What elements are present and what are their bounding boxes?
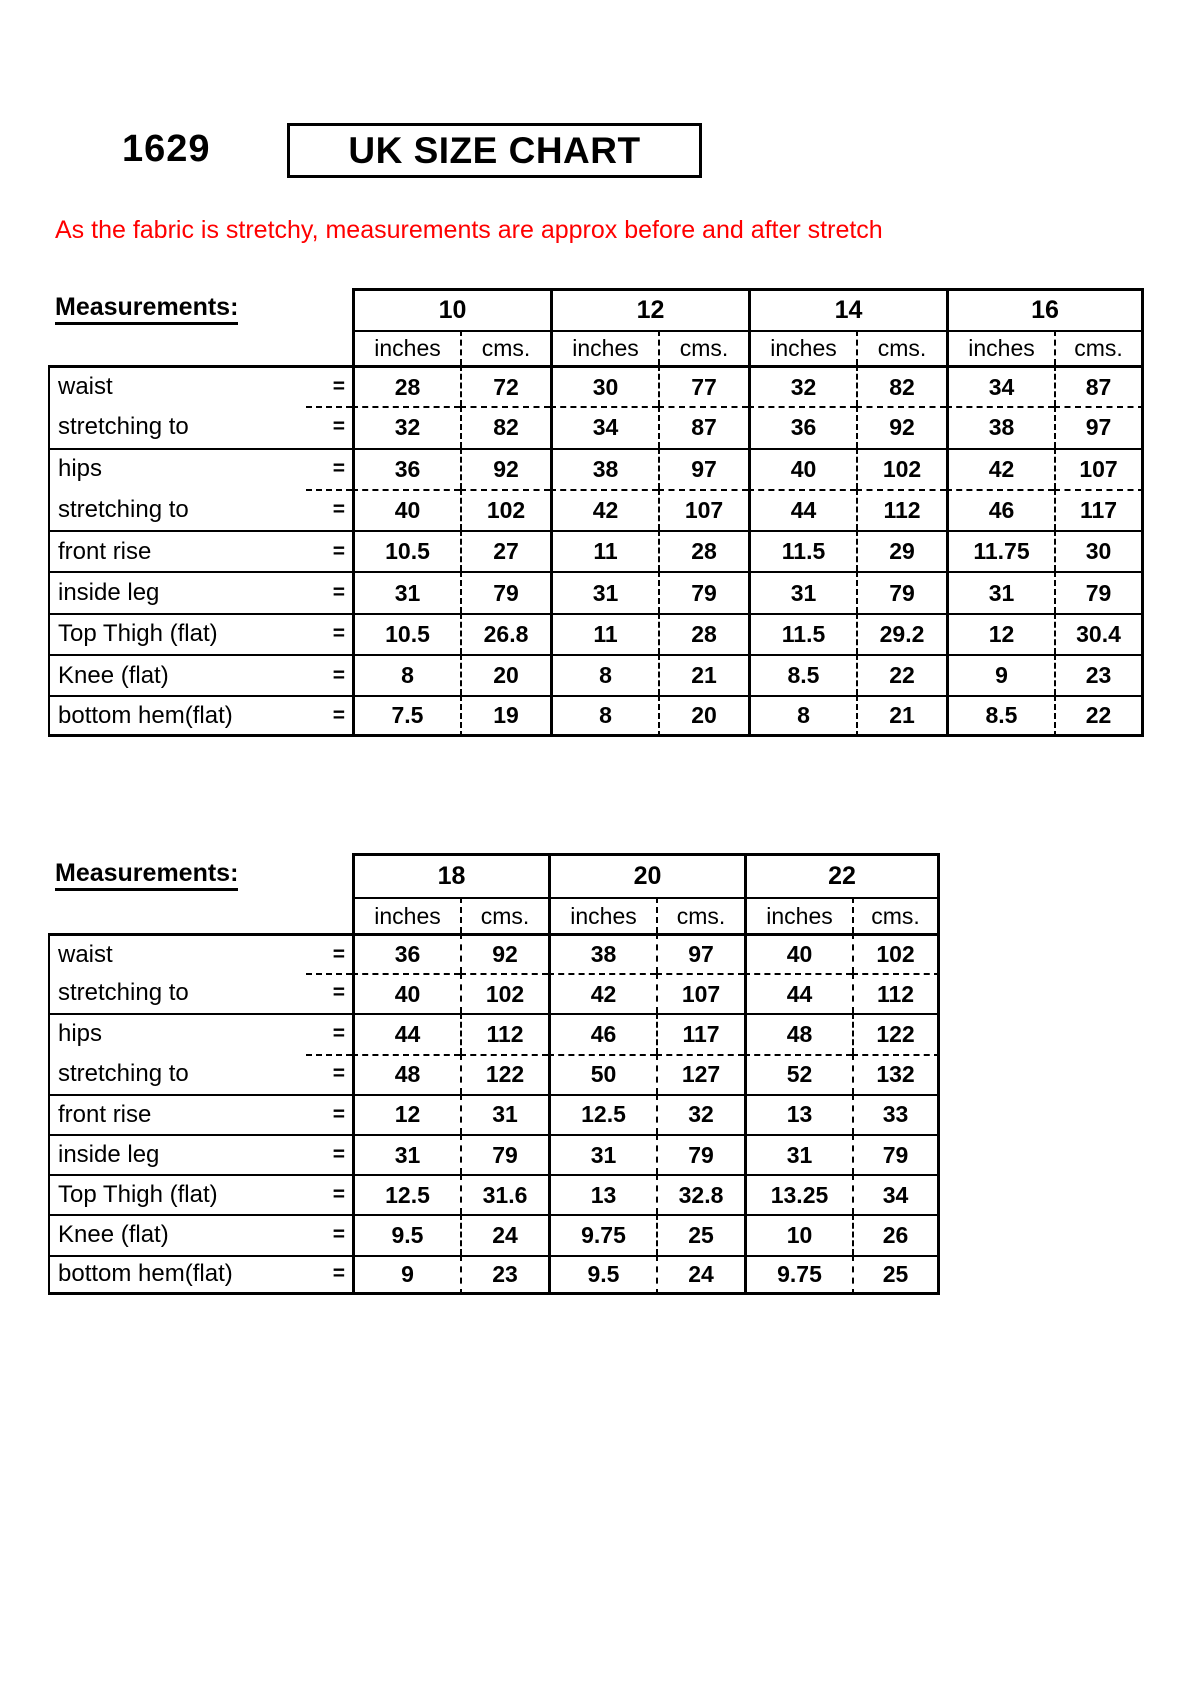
value-cms: 21	[658, 654, 748, 695]
value-inches: 11.5	[748, 613, 856, 654]
value-cms: 31	[460, 1094, 548, 1134]
value-cms: 82	[460, 406, 550, 447]
value-inches: 13.25	[744, 1174, 852, 1214]
size-header-20: 20	[548, 853, 744, 897]
value-cms: 32.8	[656, 1174, 744, 1214]
value-inches: 52	[744, 1054, 852, 1094]
row-label: hips	[58, 1020, 103, 1048]
value-inches: 13	[744, 1094, 852, 1134]
value-cms: 87	[658, 406, 748, 447]
value-cms: 23	[460, 1255, 548, 1295]
value-inches: 44	[352, 1013, 460, 1053]
row-label: stretching to	[58, 412, 189, 440]
value-inches: 10.5	[352, 613, 460, 654]
value-inches: 31	[352, 1134, 460, 1174]
equals-sign: =	[332, 1102, 345, 1126]
measurements-label: Measurements:	[55, 859, 238, 892]
value-inches: 36	[352, 933, 460, 973]
equals-sign: =	[332, 622, 345, 646]
row-label: Knee (flat)	[58, 661, 169, 689]
value-cms: 30.4	[1054, 613, 1144, 654]
value-inches: 42	[550, 489, 658, 530]
value-cms: 112	[852, 973, 940, 1013]
equals-sign: =	[332, 539, 345, 563]
unit-header-inches: inches	[548, 897, 656, 933]
value-inches: 12	[352, 1094, 460, 1134]
row-label-cell	[48, 1054, 352, 1094]
style-number: 1629	[122, 128, 211, 170]
blank-cell	[48, 330, 352, 365]
equals-sign: =	[332, 942, 345, 966]
value-cms: 92	[460, 933, 548, 973]
value-inches: 10.5	[352, 530, 460, 571]
row-label-cell	[48, 365, 352, 406]
row-label-cell	[48, 973, 352, 1013]
value-inches: 46	[946, 489, 1054, 530]
value-cms: 32	[656, 1094, 744, 1134]
value-cms: 24	[460, 1214, 548, 1254]
row-label-cell	[48, 695, 352, 736]
page-title: UK SIZE CHART	[348, 129, 641, 171]
value-inches: 31	[352, 571, 460, 612]
value-inches: 38	[548, 933, 656, 973]
equals-sign: =	[332, 1183, 345, 1207]
size-header-18: 18	[352, 853, 548, 897]
unit-header-inches: inches	[352, 897, 460, 933]
value-inches: 31	[548, 1134, 656, 1174]
value-cms: 79	[656, 1134, 744, 1174]
unit-header-inches: inches	[946, 330, 1054, 365]
row-label: stretching to	[58, 979, 189, 1007]
value-cms: 25	[852, 1255, 940, 1295]
size-table-uk-10-16	[48, 288, 1144, 737]
value-inches: 10	[744, 1214, 852, 1254]
row-label: waist	[58, 373, 113, 401]
unit-header-cms: cms.	[460, 330, 550, 365]
unit-header-cms: cms.	[856, 330, 946, 365]
equals-sign: =	[332, 1143, 345, 1167]
value-inches: 48	[744, 1013, 852, 1053]
unit-header-inches: inches	[352, 330, 460, 365]
value-inches: 36	[748, 406, 856, 447]
value-inches: 8	[550, 695, 658, 736]
row-label-cell	[48, 406, 352, 447]
value-cms: 79	[460, 571, 550, 612]
value-cms: 79	[852, 1134, 940, 1174]
value-inches: 34	[550, 406, 658, 447]
value-cms: 92	[460, 448, 550, 489]
value-cms: 102	[852, 933, 940, 973]
value-cms: 29	[856, 530, 946, 571]
stretch-note: As the fabric is stretchy, measurements are approx before and after stretch	[55, 216, 883, 244]
equals-sign: =	[332, 414, 345, 438]
equals-sign: =	[332, 663, 345, 687]
value-cms: 28	[658, 613, 748, 654]
value-inches: 8	[748, 695, 856, 736]
value-cms: 25	[656, 1214, 744, 1254]
value-cms: 79	[658, 571, 748, 612]
value-cms: 127	[656, 1054, 744, 1094]
value-cms: 28	[658, 530, 748, 571]
value-inches: 9.5	[352, 1214, 460, 1254]
row-label-cell	[48, 654, 352, 695]
size-header-22: 22	[744, 853, 940, 897]
equals-sign: =	[332, 1262, 345, 1286]
row-label-cell	[48, 530, 352, 571]
value-cms: 22	[1054, 695, 1144, 736]
title-box	[287, 123, 702, 178]
value-inches: 9.75	[548, 1214, 656, 1254]
row-label-cell	[48, 489, 352, 530]
row-label-cell	[48, 448, 352, 489]
value-inches: 32	[352, 406, 460, 447]
row-label: bottom hem(flat)	[58, 701, 233, 729]
value-cms: 92	[856, 406, 946, 447]
row-label-cell	[48, 1255, 352, 1295]
equals-sign: =	[332, 581, 345, 605]
value-inches: 42	[946, 448, 1054, 489]
equals-sign: =	[332, 703, 345, 727]
equals-sign: =	[332, 497, 345, 521]
equals-sign: =	[332, 457, 345, 481]
unit-header-cms: cms.	[460, 897, 548, 933]
value-cms: 107	[1054, 448, 1144, 489]
value-cms: 77	[658, 365, 748, 406]
row-label-cell	[48, 1094, 352, 1134]
size-header-10: 10	[352, 288, 550, 330]
row-label: front rise	[58, 537, 152, 565]
row-label: front rise	[58, 1100, 152, 1128]
value-cms: 112	[856, 489, 946, 530]
value-cms: 97	[658, 448, 748, 489]
size-header-14: 14	[748, 288, 946, 330]
size-header-16: 16	[946, 288, 1144, 330]
value-cms: 27	[460, 530, 550, 571]
value-cms: 132	[852, 1054, 940, 1094]
row-label-cell	[48, 571, 352, 612]
value-cms: 31.6	[460, 1174, 548, 1214]
row-label: bottom hem(flat)	[58, 1260, 233, 1288]
value-inches: 11	[550, 613, 658, 654]
value-inches: 11.5	[748, 530, 856, 571]
value-inches: 32	[748, 365, 856, 406]
size-table-uk-18-22	[48, 853, 940, 1295]
value-cms: 34	[852, 1174, 940, 1214]
value-cms: 87	[1054, 365, 1144, 406]
unit-header-inches: inches	[550, 330, 658, 365]
value-inches: 31	[550, 571, 658, 612]
row-label: inside leg	[58, 579, 160, 607]
value-inches: 38	[550, 448, 658, 489]
value-inches: 9	[352, 1255, 460, 1295]
row-label: hips	[58, 455, 103, 483]
value-inches: 40	[744, 933, 852, 973]
value-inches: 44	[748, 489, 856, 530]
row-label-cell	[48, 1134, 352, 1174]
equals-sign: =	[332, 375, 345, 399]
value-inches: 9.5	[548, 1255, 656, 1295]
blank-cell	[48, 897, 352, 933]
row-label-cell	[48, 1174, 352, 1214]
value-cms: 97	[1054, 406, 1144, 447]
row-label: Top Thigh (flat)	[58, 620, 218, 648]
equals-sign: =	[332, 981, 345, 1005]
row-label-cell	[48, 613, 352, 654]
value-cms: 23	[1054, 654, 1144, 695]
measurements-label: Measurements:	[55, 293, 238, 326]
size-header-12: 12	[550, 288, 748, 330]
value-cms: 79	[856, 571, 946, 612]
value-inches: 7.5	[352, 695, 460, 736]
value-cms: 72	[460, 365, 550, 406]
value-cms: 29.2	[856, 613, 946, 654]
row-label: inside leg	[58, 1141, 160, 1169]
value-inches: 40	[352, 489, 460, 530]
value-inches: 36	[352, 448, 460, 489]
value-inches: 31	[946, 571, 1054, 612]
value-cms: 20	[658, 695, 748, 736]
row-label-cell	[48, 933, 352, 973]
row-label: Knee (flat)	[58, 1221, 169, 1249]
value-inches: 38	[946, 406, 1054, 447]
row-label-cell	[48, 1013, 352, 1053]
value-inches: 13	[548, 1174, 656, 1214]
value-cms: 79	[460, 1134, 548, 1174]
row-label: Top Thigh (flat)	[58, 1181, 218, 1209]
measurements-label-cell	[48, 288, 352, 330]
unit-header-inches: inches	[748, 330, 856, 365]
value-inches: 12	[946, 613, 1054, 654]
equals-sign: =	[332, 1022, 345, 1046]
value-cms: 122	[460, 1054, 548, 1094]
value-cms: 112	[460, 1013, 548, 1053]
value-cms: 19	[460, 695, 550, 736]
value-inches: 48	[352, 1054, 460, 1094]
value-inches: 30	[550, 365, 658, 406]
value-cms: 30	[1054, 530, 1144, 571]
unit-header-cms: cms.	[852, 897, 940, 933]
value-cms: 79	[1054, 571, 1144, 612]
value-inches: 34	[946, 365, 1054, 406]
value-cms: 102	[460, 489, 550, 530]
value-cms: 22	[856, 654, 946, 695]
value-inches: 44	[744, 973, 852, 1013]
value-inches: 8.5	[946, 695, 1054, 736]
value-cms: 107	[656, 973, 744, 1013]
value-cms: 117	[1054, 489, 1144, 530]
value-cms: 102	[460, 973, 548, 1013]
value-inches: 40	[352, 973, 460, 1013]
unit-header-cms: cms.	[1054, 330, 1144, 365]
unit-header-inches: inches	[744, 897, 852, 933]
value-inches: 46	[548, 1013, 656, 1053]
value-inches: 11	[550, 530, 658, 571]
value-cms: 122	[852, 1013, 940, 1053]
value-inches: 42	[548, 973, 656, 1013]
value-cms: 26.8	[460, 613, 550, 654]
value-cms: 82	[856, 365, 946, 406]
value-inches: 28	[352, 365, 460, 406]
value-cms: 102	[856, 448, 946, 489]
value-inches: 12.5	[548, 1094, 656, 1134]
value-inches: 8	[352, 654, 460, 695]
value-cms: 117	[656, 1013, 744, 1053]
value-inches: 31	[748, 571, 856, 612]
value-inches: 8	[550, 654, 658, 695]
value-cms: 107	[658, 489, 748, 530]
value-inches: 8.5	[748, 654, 856, 695]
value-inches: 12.5	[352, 1174, 460, 1214]
row-label-cell	[48, 1214, 352, 1254]
measurements-label-cell	[48, 853, 352, 897]
value-cms: 26	[852, 1214, 940, 1254]
value-cms: 21	[856, 695, 946, 736]
unit-header-cms: cms.	[658, 330, 748, 365]
value-inches: 40	[748, 448, 856, 489]
value-cms: 20	[460, 654, 550, 695]
equals-sign: =	[332, 1061, 345, 1085]
value-inches: 9	[946, 654, 1054, 695]
value-inches: 50	[548, 1054, 656, 1094]
value-cms: 24	[656, 1255, 744, 1295]
row-label: stretching to	[58, 495, 189, 523]
row-label: stretching to	[58, 1059, 189, 1087]
row-label: waist	[58, 940, 113, 968]
unit-header-cms: cms.	[656, 897, 744, 933]
value-inches: 31	[744, 1134, 852, 1174]
equals-sign: =	[332, 1223, 345, 1247]
value-cms: 33	[852, 1094, 940, 1134]
value-inches: 11.75	[946, 530, 1054, 571]
value-inches: 9.75	[744, 1255, 852, 1295]
value-cms: 97	[656, 933, 744, 973]
